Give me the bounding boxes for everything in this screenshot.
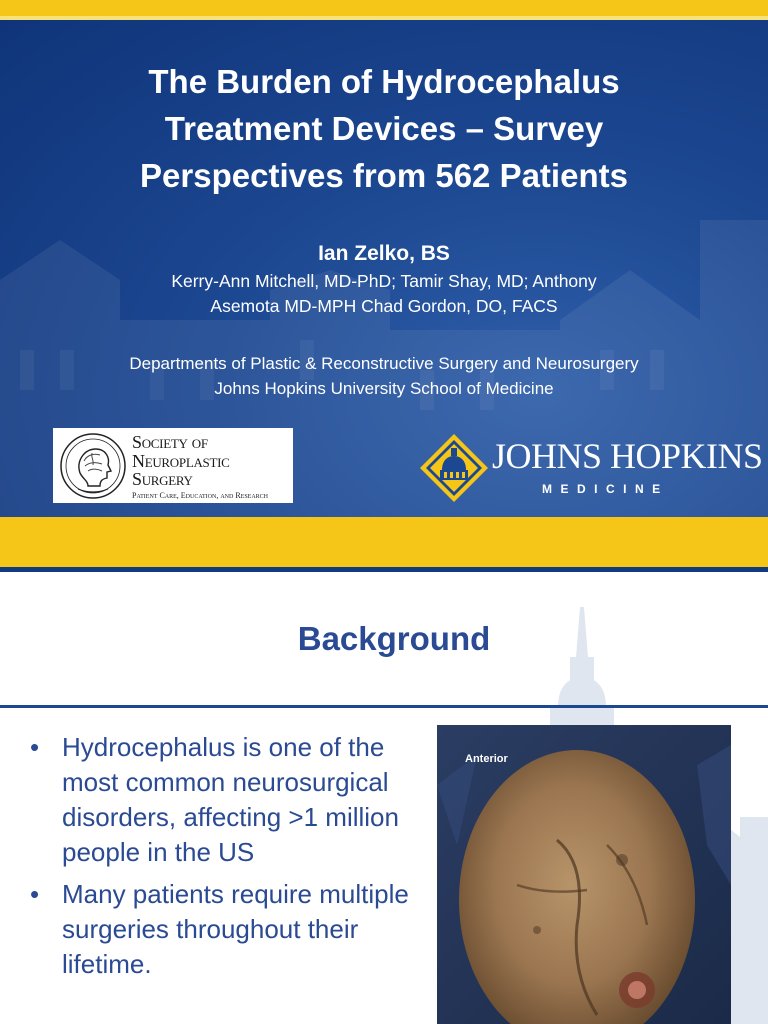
presenter-name: Ian Zelko, BS — [318, 242, 450, 265]
title-divider — [0, 705, 768, 708]
affiliation — [20, 351, 748, 401]
coauthors-line: Asemota MD-MPH Chad Gordon, DO, FACS — [210, 296, 558, 316]
background-slide — [0, 597, 768, 1024]
coauthors-line: Kerry-Ann Mitchell, MD-PhD; Tamir Shay, MD; Anthony — [171, 271, 597, 291]
society-tagline: Patient Care, Education, and Research — [132, 491, 269, 500]
title-slide-background — [0, 20, 768, 517]
bullet-icon: • — [30, 732, 40, 762]
slide-title: Background — [297, 620, 491, 657]
presentation-title — [40, 58, 728, 199]
university-line: Johns Hopkins University School of Medicine — [214, 379, 554, 398]
bullet-text: Hydrocephalus is one of the most common neurosurgical disorders, affecting >1 million people in the US — [62, 732, 399, 867]
society-name — [132, 431, 293, 500]
anterior-label: Anterior — [465, 753, 508, 765]
patient-head-photo — [437, 725, 731, 1024]
brain-head-emblem-icon — [58, 431, 128, 501]
society-neuroplastic-surgery-logo — [53, 428, 293, 503]
bullet-item — [30, 730, 426, 870]
bullet-icon: • — [30, 879, 40, 909]
bullet-list — [30, 730, 426, 982]
dome-shield-icon — [418, 432, 490, 504]
bullet-item — [30, 877, 426, 982]
title-line: Treatment Devices – Survey — [164, 110, 604, 147]
johns-hopkins-wordmark: JOHNS HOPKINS — [492, 436, 763, 476]
bottom-gold-band — [0, 517, 768, 567]
medicine-wordmark: MEDICINE — [542, 482, 669, 496]
top-gold-band — [0, 0, 768, 16]
society-name-line: Society of — [132, 432, 208, 452]
scalp-scar-image — [437, 725, 731, 1024]
bullet-text: Many patients require multiple surgeries throughout their lifetime. — [62, 879, 409, 979]
coauthors — [90, 269, 678, 319]
bottom-navy-line — [0, 567, 768, 572]
title-line: The Burden of Hydrocephalus — [148, 63, 620, 100]
society-name-line: Neuroplastic Surgery — [132, 451, 230, 489]
department-line: Departments of Plastic & Reconstructive Surgery and Neurosurgery — [129, 354, 639, 373]
johns-hopkins-medicine-logo — [418, 428, 763, 503]
title-line: Perspectives from 562 Patients — [140, 157, 628, 194]
